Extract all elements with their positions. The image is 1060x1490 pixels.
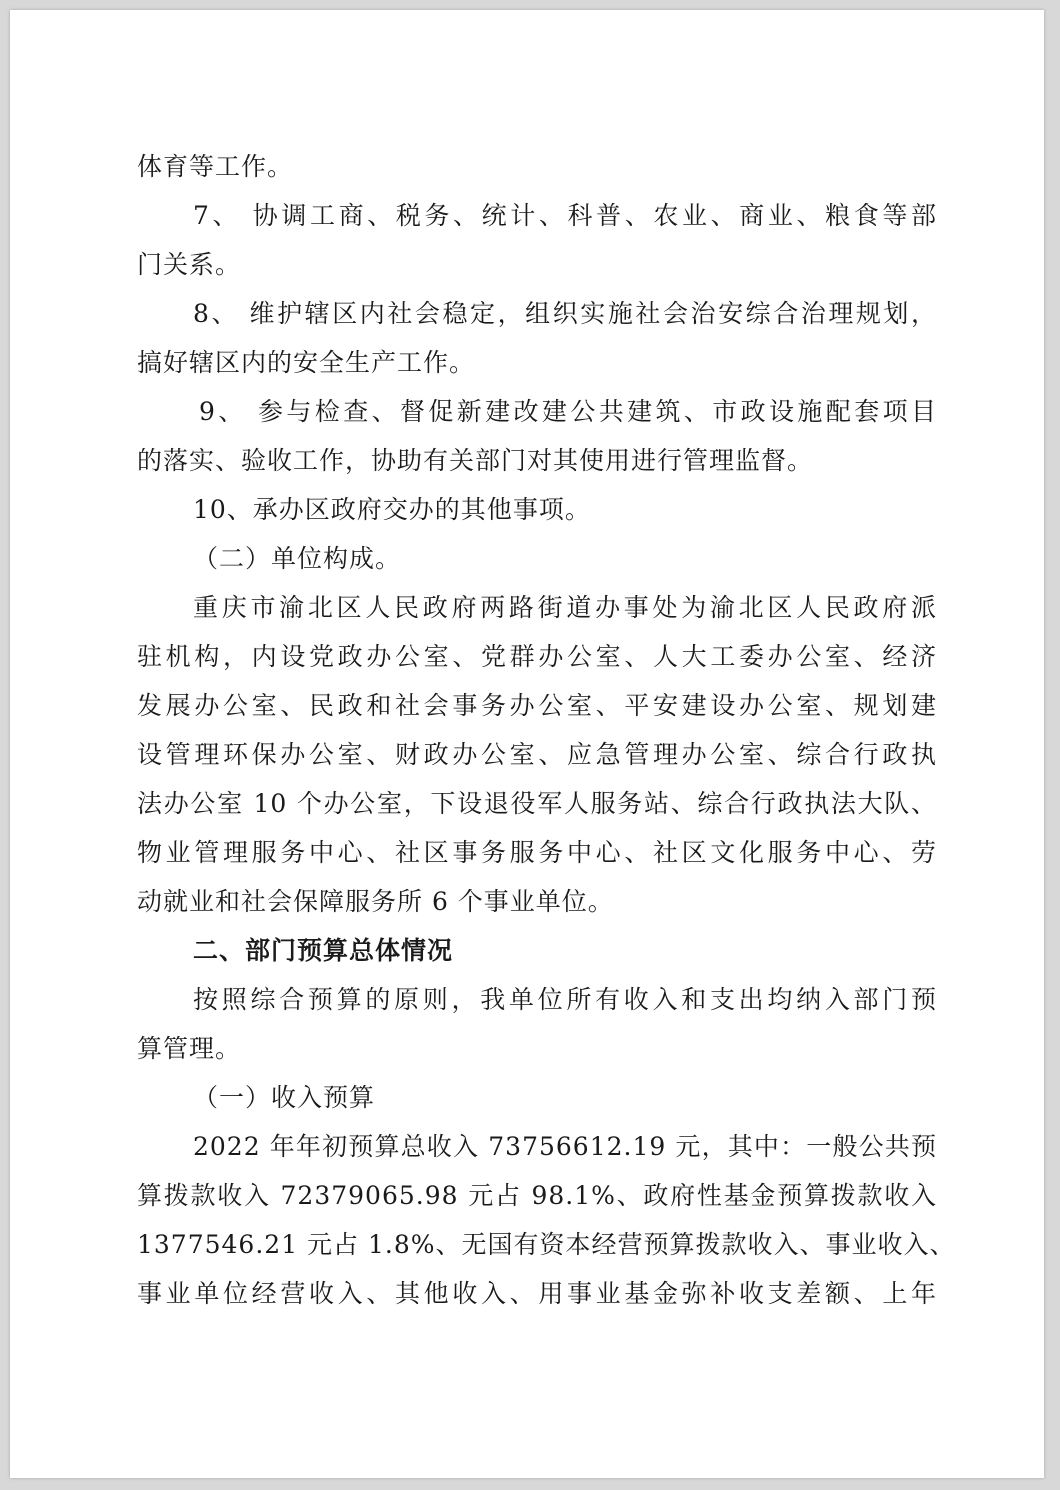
paragraph-line: 重庆市渝北区人民政府两路街道办事处为渝北区人民政府派 (193, 593, 937, 622)
paragraph-line: 物业管理服务中心、社区事务服务中心、社区文化服务中心、劳 (137, 838, 937, 867)
list-item-9: 9、 参与检查、督促新建改建公共建筑、市政设施配套项目 (199, 397, 937, 426)
section-subheading: （二）单位构成。 (193, 544, 402, 573)
list-item-8: 8、 维护辖区内社会稳定，组织实施社会治安综合治理规划， (193, 299, 937, 328)
paragraph-line: 发展办公室、民政和社会事务办公室、平安建设办公室、规划建 (137, 691, 937, 720)
paragraph-line: 驻机构，内设党政办公室、党群办公室、人大工委办公室、经济 (137, 642, 937, 671)
paragraph-line: 门关系。 (137, 250, 242, 279)
paragraph-line: 动就业和社会保障服务所 6 个事业单位。 (137, 887, 614, 916)
paragraph-line: 的落实、验收工作，协助有关部门对其使用进行管理监督。 (137, 446, 814, 475)
document-body (137, 142, 956, 1318)
document-page (10, 10, 1044, 1478)
paragraph-line: 设管理环保办公室、财政办公室、应急管理办公室、综合行政执 (137, 740, 937, 769)
paragraph-line: 法办公室 10 个办公室，下设退役军人服务站、综合行政执法大队、 (137, 789, 937, 818)
paragraph-line: 2022 年年初预算总收入 73756612.19 元，其中：一般公共预 (193, 1132, 937, 1161)
paragraph-line: 事业单位经营收入、其他收入、用事业基金弥补收支差额、上年 (137, 1279, 937, 1308)
list-item-10: 10、承办区政府交办的其他事项。 (193, 495, 591, 524)
paragraph-line: 体育等工作。 (137, 152, 294, 181)
paragraph-line: 1377546.21 元占 1.8%、无国有资本经营预算拨款收入、事业收入、 (137, 1230, 956, 1259)
paragraph-line: 搞好辖区内的安全生产工作。 (137, 348, 476, 377)
section-subheading: （一）收入预算 (193, 1083, 376, 1112)
paragraph-line: 算拨款收入 72379065.98 元占 98.1%、政府性基金预算拨款收入 (137, 1181, 937, 1210)
paragraph-line: 算管理。 (137, 1034, 242, 1063)
list-item-7: 7、 协调工商、税务、统计、科普、农业、商业、粮食等部 (193, 201, 937, 230)
section-heading: 二、部门预算总体情况 (193, 936, 454, 965)
paragraph-line: 按照综合预算的原则，我单位所有收入和支出均纳入部门预 (193, 985, 937, 1014)
